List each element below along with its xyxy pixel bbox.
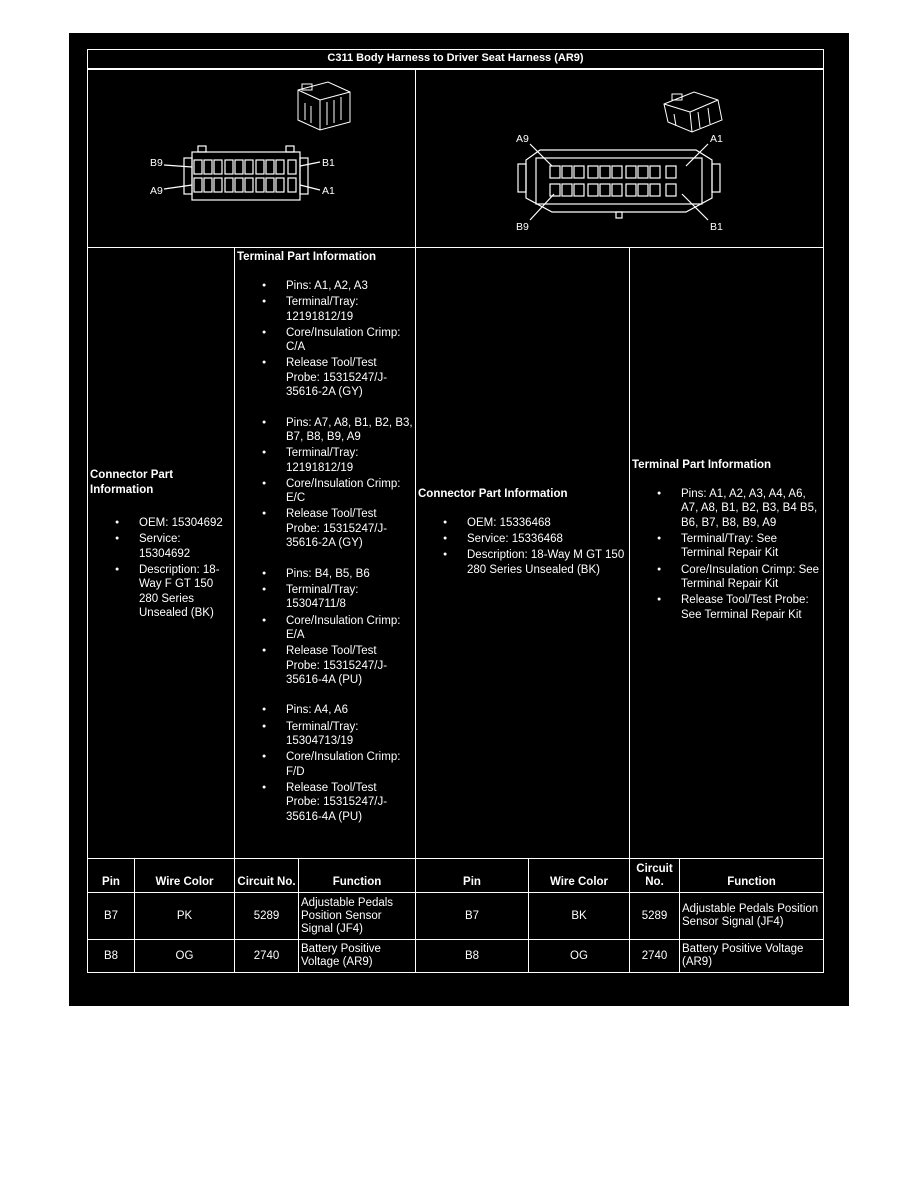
list-item: ● Release Tool/Test Probe: 15315247/J-35616-4A (PU) — [237, 781, 413, 824]
list-item: ● Terminal/Tray: 15304711/8 — [237, 583, 413, 612]
list-item: ● Pins: A1, A2, A3, A4, A6, A7, A8, B1, B2, B3, B4 B5, B6, B7, B8, B9, A9 — [632, 487, 821, 530]
connector-3d-view — [664, 92, 722, 132]
col-header-wire-color: Wire Color — [528, 858, 630, 893]
left-connector-part-info — [87, 247, 235, 859]
connector-part-list — [90, 516, 232, 620]
list-item: ● Release Tool/Test Probe: 15315247/J-35616-4A (PU) — [237, 644, 413, 687]
table-cell-function: Battery Positive Voltage (AR9) — [298, 939, 416, 973]
list-item: ● Pins: A7, A8, B1, B2, B3, B7, B8, B9, A9 — [237, 416, 413, 445]
label-b1: B1 — [322, 157, 335, 169]
terminal-group-1 — [237, 279, 413, 400]
list-item: ● Release Tool/Test Probe: See Terminal Repair Kit — [632, 593, 821, 622]
table-cell-circuit: 5289 — [234, 892, 299, 940]
list-item: ● Core/Insulation Crimp: E/C — [237, 477, 413, 506]
list-item: ● Service: 15304692 — [90, 532, 232, 561]
table-cell-pin: B7 — [87, 892, 135, 940]
col-header-pin: Pin — [415, 858, 529, 893]
list-item: ● Terminal/Tray: 12191812/19 — [237, 446, 413, 475]
list-item: ● Core/Insulation Crimp: F/D — [237, 750, 413, 779]
list-item: ● Pins: A4, A6 — [237, 703, 413, 717]
list-item: ● Release Tool/Test Probe: 15315247/J-35616-2A (GY) — [237, 507, 413, 550]
col-header-pin: Pin — [87, 858, 135, 893]
terminal-group-3 — [237, 567, 413, 688]
label-a1: A1 — [710, 133, 723, 145]
male-connector-drawing — [416, 70, 823, 247]
list-item: ● Terminal/Tray: 15304713/19 — [237, 720, 413, 749]
terminal-group-4 — [237, 703, 413, 824]
list-item: ● Service: 15336468 — [418, 532, 627, 546]
connector-3d-view — [298, 82, 350, 130]
connector-part-heading: Connector Part Information — [418, 488, 568, 500]
table-cell-circuit: 2740 — [629, 939, 680, 973]
label-b1: B1 — [710, 221, 723, 233]
page-title: C311 Body Harness to Driver Seat Harness (AR9) — [87, 49, 824, 69]
female-connector-drawing — [88, 70, 415, 247]
right-connector-diagram — [415, 69, 824, 248]
list-item: ● Release Tool/Test Probe: 15315247/J-35616-2A (GY) — [237, 356, 413, 399]
left-connector-diagram — [87, 69, 416, 248]
table-cell-wire-color: BK — [528, 892, 630, 940]
label-a9: A9 — [150, 185, 163, 197]
table-cell-function: Battery Positive Voltage (AR9) — [679, 939, 824, 973]
table-cell-pin: B8 — [415, 939, 529, 973]
connector-part-heading: Connector Part Information — [90, 469, 174, 496]
right-terminal-part-info — [629, 247, 824, 859]
list-item: ● Description: 18-Way F GT 150 280 Series Unsealed (BK) — [90, 563, 232, 621]
document-sheet — [69, 33, 849, 1006]
connector-part-list — [418, 516, 627, 577]
connector-front-view — [164, 146, 320, 200]
table-cell-circuit: 2740 — [234, 939, 299, 973]
label-a9: A9 — [516, 133, 529, 145]
list-item: ● OEM: 15304692 — [90, 516, 232, 530]
table-cell-wire-color: OG — [528, 939, 630, 973]
col-header-function: Function — [298, 858, 416, 893]
col-header-wire-color: Wire Color — [134, 858, 235, 893]
list-item: ● Core/Insulation Crimp: E/A — [237, 614, 413, 643]
table-cell-function: Adjustable Pedals Position Sensor Signal (JF4) — [679, 892, 824, 940]
terminal-part-heading: Terminal Part Information — [237, 251, 377, 263]
col-header-circuit: Circuit No. — [234, 858, 299, 893]
list-item: ● Core/Insulation Crimp: C/A — [237, 326, 413, 355]
table-cell-circuit: 5289 — [629, 892, 680, 940]
label-a1: A1 — [322, 185, 335, 197]
terminal-part-list — [632, 487, 821, 622]
table-cell-wire-color: OG — [134, 939, 235, 973]
table-cell-pin: B8 — [87, 939, 135, 973]
label-b9: B9 — [516, 221, 529, 233]
right-connector-part-info — [415, 247, 630, 859]
table-cell-pin: B7 — [415, 892, 529, 940]
terminal-part-heading: Terminal Part Information — [632, 459, 772, 471]
list-item: ● Terminal/Tray: See Terminal Repair Kit — [632, 532, 821, 561]
list-item: ● OEM: 15336468 — [418, 516, 627, 530]
connector-front-view — [518, 144, 720, 220]
terminal-group-2 — [237, 416, 413, 551]
list-item: ● Terminal/Tray: 12191812/19 — [237, 295, 413, 324]
col-header-circuit: Circuit No. — [629, 858, 680, 893]
table-cell-wire-color: PK — [134, 892, 235, 940]
list-item: ● Pins: B4, B5, B6 — [237, 567, 413, 581]
left-terminal-part-info — [234, 247, 416, 859]
col-header-function: Function — [679, 858, 824, 893]
label-b9: B9 — [150, 157, 163, 169]
list-item: ● Description: 18-Way M GT 150 280 Series Unsealed (BK) — [418, 548, 627, 577]
table-cell-function: Adjustable Pedals Position Sensor Signal (JF4) — [298, 892, 416, 940]
list-item: ● Pins: A1, A2, A3 — [237, 279, 413, 293]
list-item: ● Core/Insulation Crimp: See Terminal Repair Kit — [632, 563, 821, 592]
